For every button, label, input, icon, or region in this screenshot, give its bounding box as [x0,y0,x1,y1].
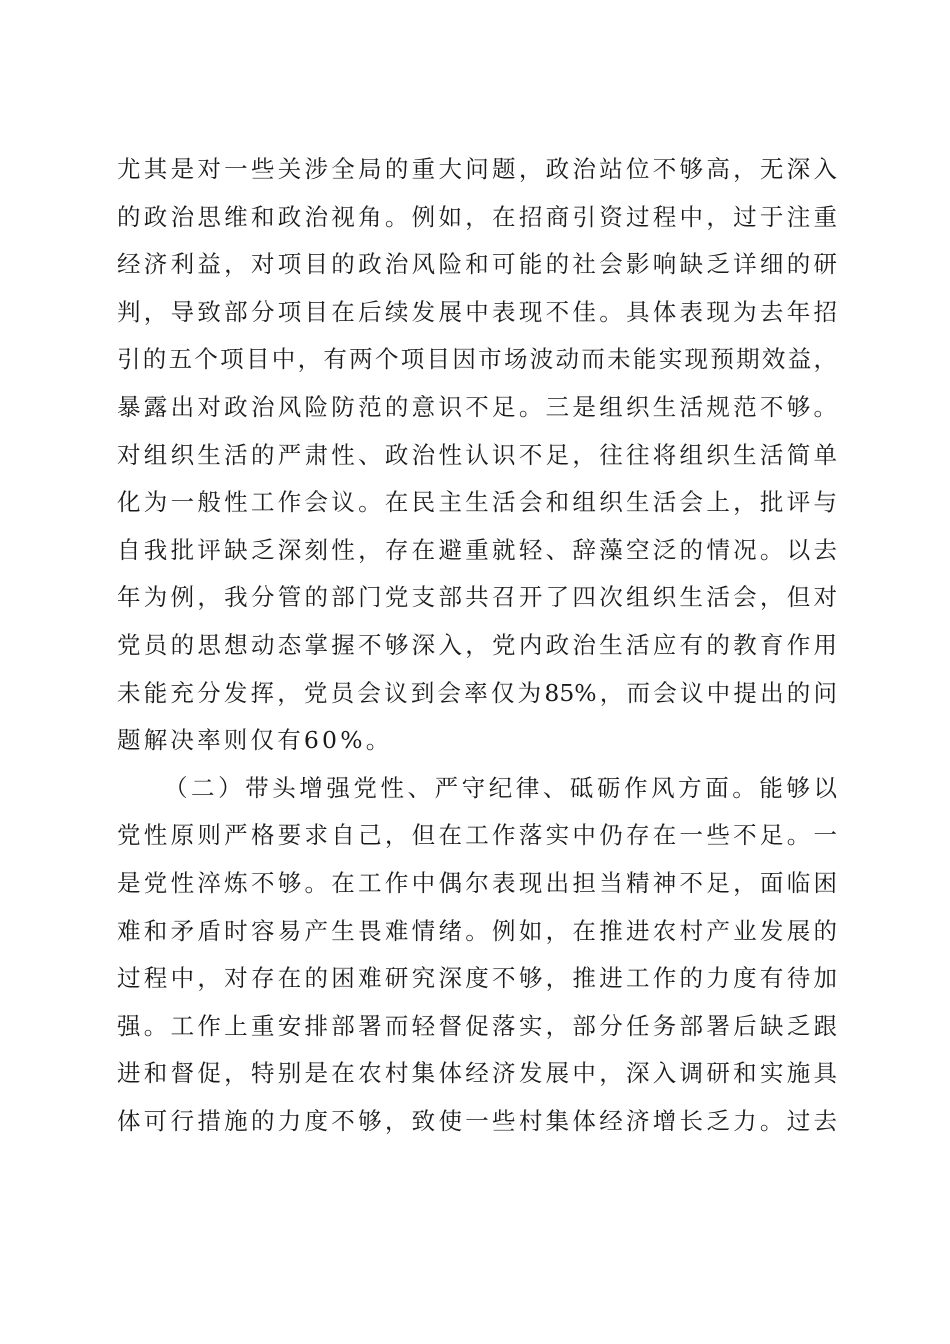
text-line: 对组织生活的严肃性、政治性认识不足，往往将组织生活简单 [117,440,837,469]
text-line: 未能充分发挥，党员会议到会率仅为85%，而会议中提出的问 [117,678,837,707]
text-line: 党员的思想动态掌握不够深入，党内政治生活应有的教育作用 [117,630,837,659]
text-line: 尤其是对一些关涉全局的重大问题，政治站位不够高，无深入 [117,155,837,183]
text-line: 过程中，对存在的困难研究深度不够，推进工作的力度有待加 [117,964,837,993]
text-line: 强。工作上重安排部署而轻督促落实，部分任务部署后缺乏跟 [117,1011,837,1040]
text-line: 化为一般性工作会议。在民主生活会和组织生活会上，批评与 [117,488,837,517]
text-line: 进和督促，特别是在农村集体经济发展中，深入调研和实施具 [117,1059,837,1088]
text-line: 难和矛盾时容易产生畏难情绪。例如，在推进农村产业发展的 [117,916,837,945]
text-line: 暴露出对政治风险防范的意识不足。三是组织生活规范不够。 [117,392,837,421]
text-line: 体可行措施的力度不够，致使一些村集体经济增长乏力。过去 [117,1106,837,1135]
text-line: 引的五个项目中，有两个项目因市场波动而未能实现预期效益， [117,345,837,374]
text-line: 的政治思维和政治视角。例如，在招商引资过程中，过于注重 [117,202,837,231]
text-line: 党性原则严格要求自己，但在工作落实中仍存在一些不足。一 [117,821,837,850]
text-line: 判，导致部分项目在后续发展中表现不佳。具体表现为去年招 [117,297,837,326]
text-line: 题解决率则仅有60%。 [117,726,393,755]
text-line: 经济利益，对项目的政治风险和可能的社会影响缺乏详细的研 [117,250,837,279]
body-text [117,146,837,1145]
text-line: 年为例，我分管的部门党支部共召开了四次组织生活会，但对 [117,583,837,612]
section-heading-line: （二）带头增强党性、严守纪律、砥砺作风方面。能够以 [164,773,837,802]
text-line: 是党性淬炼不够。在工作中偶尔表现出担当精神不足，面临困 [117,868,837,897]
text-line: 自我批评缺乏深刻性，存在避重就轻、辞藻空泛的情况。以去 [117,535,837,564]
